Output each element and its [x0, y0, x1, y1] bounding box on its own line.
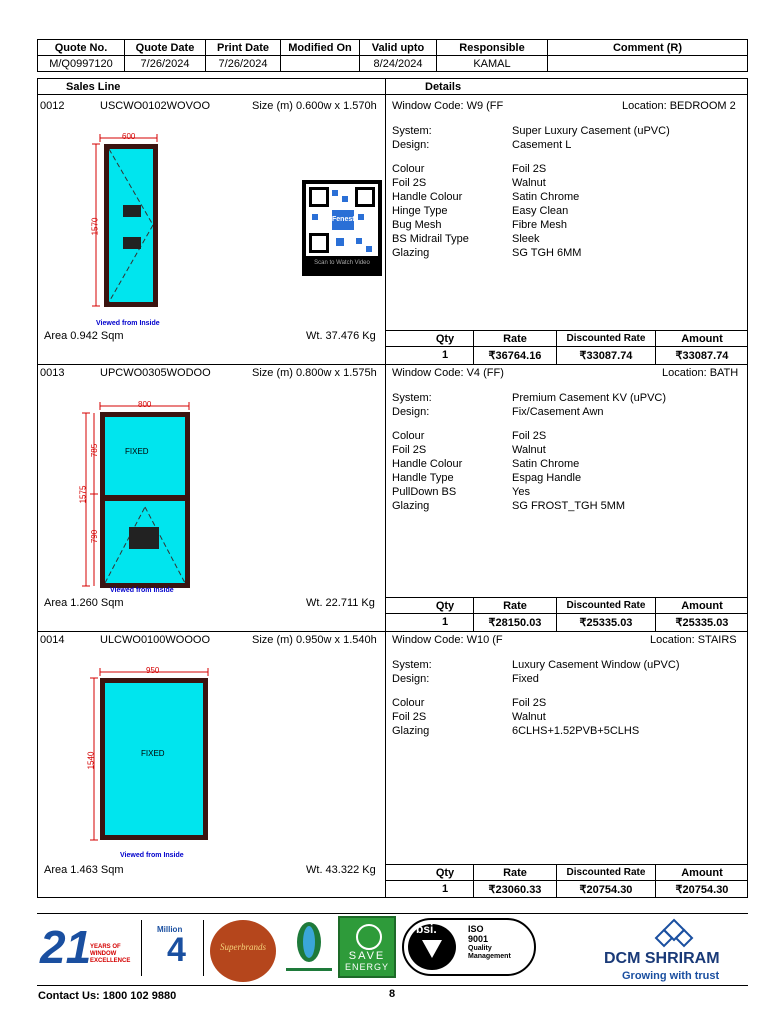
discounted-value: ₹25335.03	[579, 617, 633, 629]
value-comment	[548, 56, 748, 72]
rate-header: Rate	[503, 333, 527, 345]
location: Location: BATH	[662, 367, 739, 379]
contact-number: Contact Us: 1800 102 9880	[38, 990, 177, 1002]
rate-value: ₹23060.33	[488, 884, 542, 896]
rate-header: Rate	[503, 867, 527, 879]
details-title: Details	[425, 81, 462, 93]
spec-labels: System: Design: Colour Foil 2S Handle Colour Hinge Type Bug Mesh BS Midrail Type Glazing	[392, 125, 469, 259]
discounted-value: ₹20754.30	[579, 884, 633, 896]
qty-value: 1	[441, 616, 449, 628]
line-number: 0014	[40, 634, 65, 646]
viewed-from-inside-label: Viewed from Inside	[110, 587, 174, 594]
height-dimension: 1570	[90, 217, 100, 236]
window-excellence-logo: 21 YEARS OF WINDOW EXCELLENCE	[40, 921, 131, 973]
discounted-header: Discounted Rate	[566, 333, 646, 344]
qty-header: Qty	[435, 600, 455, 612]
size-text: Size (m) 0.800w x 1.575h	[252, 367, 377, 379]
size-text: Size (m) 0.600w x 1.570h	[252, 100, 377, 112]
window-frame	[100, 678, 208, 840]
height-dimension: 1575	[78, 485, 88, 504]
window-drawing	[80, 398, 200, 588]
amount-value: ₹20754.30	[675, 884, 729, 896]
size-text: Size (m) 0.950w x 1.540h	[252, 634, 377, 646]
value-quote-no: M/Q0997120	[38, 56, 125, 72]
amount-header: Amount	[681, 600, 723, 612]
header-print-date: Print Date	[206, 40, 281, 56]
rate-header: Rate	[503, 600, 527, 612]
location: Location: STAIRS	[650, 634, 737, 646]
window-drawing	[86, 664, 216, 854]
qr-caption: Scan to Watch Video	[314, 260, 370, 266]
dcm-shriram-logo: DCM SHRIRAM Growing with trust	[600, 918, 748, 982]
area-text: Area 1.260 Sqm	[44, 597, 124, 609]
million-logo: Million 4	[157, 925, 186, 969]
discounted-header: Discounted Rate	[566, 600, 646, 611]
viewed-from-inside-label: Viewed from Inside	[96, 320, 160, 327]
window-drawing	[90, 130, 190, 330]
height-dimension: 1540	[86, 751, 96, 770]
viewed-from-inside-label: Viewed from Inside	[120, 852, 184, 859]
discounted-value: ₹33087.74	[579, 350, 633, 362]
dcm-diamond-icon	[654, 918, 694, 948]
header-quote-no: Quote No.	[38, 40, 125, 56]
value-quote-date: 7/26/2024	[125, 56, 206, 72]
line-number: 0013	[40, 367, 65, 379]
amount-header: Amount	[681, 867, 723, 879]
spec-labels: System: Design: Colour Foil 2S Glazing	[392, 659, 432, 737]
spec-values: Super Luxury Casement (uPVC) Casement L Foil 2S Walnut Satin Chrome Easy Clean Fibre Mesh Sleek SG TGH 6MM	[512, 125, 670, 259]
header-modified-on: Modified On	[281, 40, 360, 56]
discounted-header: Discounted Rate	[566, 867, 646, 878]
width-dimension: 950	[146, 666, 160, 675]
superbrands-logo: Superbrands	[210, 920, 276, 982]
value-valid-upto: 8/24/2024	[360, 56, 437, 72]
page-number: 8	[389, 988, 396, 1000]
value-print-date: 7/26/2024	[206, 56, 281, 72]
qty-header: Qty	[435, 867, 455, 879]
amount-value: ₹33087.74	[675, 350, 729, 362]
qty-value: 1	[441, 349, 449, 361]
area-text: Area 1.463 Sqm	[44, 864, 124, 876]
bsi-iso-logo: bsi. ISO 9001 Quality Management	[402, 918, 536, 976]
header-quote-date: Quote Date	[125, 40, 206, 56]
width-dimension: 800	[138, 400, 152, 409]
line-number: 0012	[40, 100, 65, 112]
spec-values: Luxury Casement Window (uPVC) Fixed Foil 2S Walnut 6CLHS+1.52PVB+5CLHS	[512, 659, 680, 737]
save-energy-logo: SAVE ENERGY	[338, 916, 396, 978]
amount-value: ₹25335.03	[675, 617, 729, 629]
bottom-height-dimension: 790	[90, 529, 100, 544]
top-height-dimension: 785	[90, 443, 100, 458]
green-building-council-logo	[284, 918, 334, 978]
window-code: Window Code: W10 (F	[392, 634, 503, 646]
rate-value: ₹36764.16	[488, 350, 542, 362]
product-code: USCWO0102WOVOO	[100, 100, 211, 112]
value-modified-on	[281, 56, 360, 72]
qty-header: Qty	[435, 333, 455, 345]
width-dimension: 600	[122, 132, 136, 141]
window-code: Window Code: V4 (FF)	[392, 367, 504, 379]
header-responsible: Responsible	[437, 40, 548, 56]
spec-values: Premium Casement KV (uPVC) Fix/Casement Awn Foil 2S Walnut Satin Chrome Espag Handle Yes SG FROST_TGH 5MM	[512, 392, 667, 512]
spec-labels: System: Design: Colour Foil 2S Handle Colour Handle Type PullDown BS Glazing	[392, 392, 463, 512]
value-responsible: KAMAL	[437, 56, 548, 72]
qty-value: 1	[441, 883, 449, 895]
weight-text: Wt. 22.711 Kg	[306, 597, 375, 609]
quote-header-table	[37, 39, 748, 72]
fixed-label: FIXED	[141, 749, 165, 758]
rate-value: ₹28150.03	[488, 617, 542, 629]
window-frame	[100, 412, 190, 588]
product-code: ULCWO0100WOOOO	[100, 634, 211, 646]
amount-header: Amount	[681, 333, 723, 345]
weight-text: Wt. 43.322 Kg	[306, 864, 376, 876]
area-text: Area 0.942 Sqm	[44, 330, 124, 342]
header-valid-upto: Valid upto	[360, 40, 437, 56]
qr-brand-label: Fenesta	[332, 210, 354, 230]
sales-line-title: Sales Line	[66, 81, 121, 93]
product-code: UPCWO0305WODOO	[100, 367, 211, 379]
fixed-label: FIXED	[125, 447, 149, 456]
weight-text: Wt. 37.476 Kg	[306, 330, 376, 342]
qr-code[interactable]	[302, 180, 382, 276]
window-code: Window Code: W9 (FF	[392, 100, 504, 112]
header-comment: Comment (R)	[548, 40, 748, 56]
location: Location: BEDROOM 2	[622, 100, 736, 112]
window-frame	[104, 144, 158, 307]
